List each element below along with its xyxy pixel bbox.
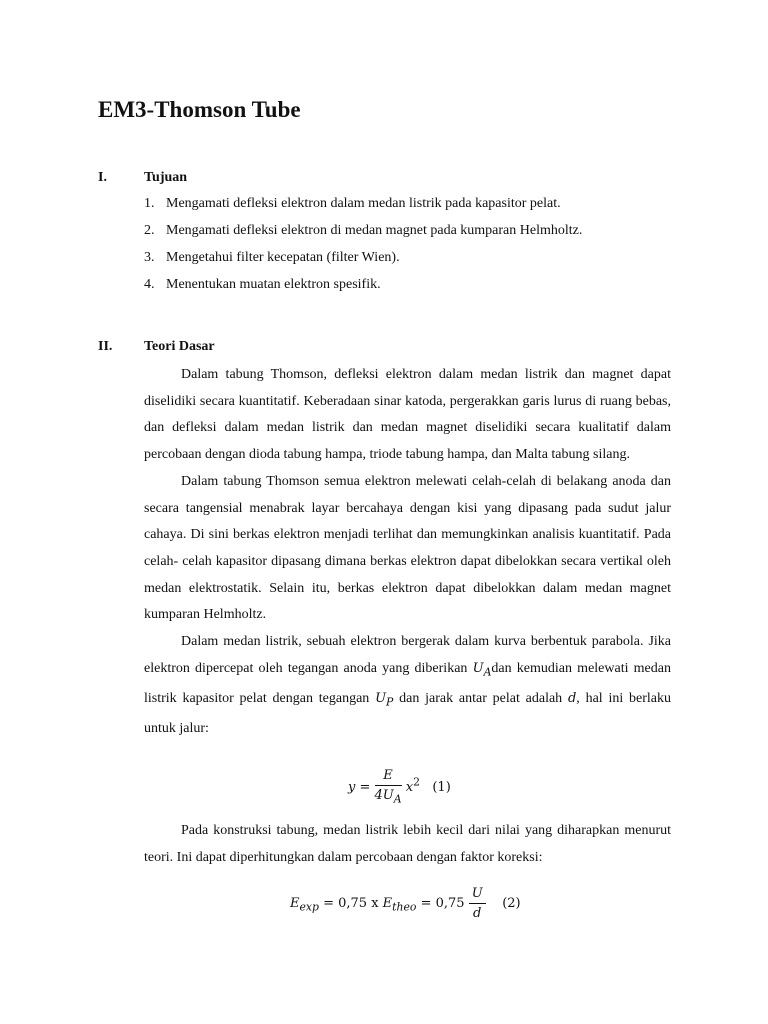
eq1-fraction: $\frac{E}{4U_A}$ [374,768,402,806]
list-item-text: Menentukan muatan elektron spesifik. [166,277,381,292]
eq1-label: (1) [432,779,451,795]
section-1-heading: Tujuan [144,170,188,185]
theory-body [144,362,671,743]
paragraph-2: Dalam tabung Thomson semua elektron melewati celah-celah di belakang anoda dan secara tangensial menabrak layar bercahaya dengan kisi yang dipasang pada sudut jalur cahaya. Di sini berkas elektron menjadi terlihat dan memungkinkan analisis kuantitatif. Pada celah- celah kapasitor dipasang dimana berkas elektron dapat dibelokkan secara vertikal oleh medan elektrostatik. Selain itu, berkas elektron dapat dibelokkan dalam medan magnet kumparan Helmholtz. [144,473,671,623]
equation-2: $E_{exp} = 0,75$ x $E_{theo} = 0,75$ $\frac{U}{d}$ (2) [290,886,521,921]
list-item [144,190,664,217]
eq1-rhs: $x^2$ [405,775,420,795]
eq1-lhs: y = [348,779,371,795]
list-item [144,244,664,271]
list-item-number: 2. [144,223,155,238]
var-up: $U_P$ [375,691,394,709]
list-item-text: Mengetahui filter kecepatan (filter Wien). [166,250,400,265]
eq2-fraction: $\frac{U}{d}$ [469,884,486,923]
paragraph-1: Dalam tabung Thomson, defleksi elektron dalam medan listrik dan magnet dapat diselidiki secara kuantitatif. Keberadaan sinar katoda, pergerakkan garis lurus di ruang bebas, dan defleksi dalam medan listrik dan medan magnet diselidiki secara kualitatif dalam percobaan dengan dioda tabung hampa, triode tabung hampa, dan Malta tabung silang. [144,367,671,463]
var-ua: $U_A$ [472,660,492,679]
section-1-number: I. [98,170,107,185]
list-item-number: 1. [144,196,155,211]
paragraph-4: Pada konstruksi tabung, medan listrik lebih kecil dari nilai yang diharapkan menurut teori. Ini dapat diperhitungkan dalam percobaan dengan faktor koreksi: [144,823,671,865]
section-2-number: II. [98,339,113,354]
theory-body-2 [144,818,671,871]
list-item-text: Mengamati defleksi elektron di medan magnet pada kumparan Helmholtz. [166,223,583,238]
list-item-text: Mengamati defleksi elektron dalam medan listrik pada kapasitor pelat. [166,196,561,211]
objectives-list [144,190,664,298]
list-item [144,217,664,244]
var-d: d [567,691,577,707]
list-item-number: 3. [144,250,155,265]
equation-1 [348,766,451,809]
list-item [144,271,664,298]
paragraph-3: Dalam medan listrik, sebuah elektron bergerak dalam kurva berbentuk parabola. Jika elektron dipercepat oleh tegangan anoda yang diberikan $U_Adan$ kemudian melewati medan listrik kapasitor pelat dengan tegangan $U_P$ dan jarak antar pelat adalah d, hal ini berlaku untuk jalur: [144,634,671,737]
page-title: EM3-Thomson Tube [98,97,301,122]
eq2-label: (2) [502,896,521,911]
section-2-heading: Teori Dasar [144,339,215,354]
list-item-number: 4. [144,277,155,292]
